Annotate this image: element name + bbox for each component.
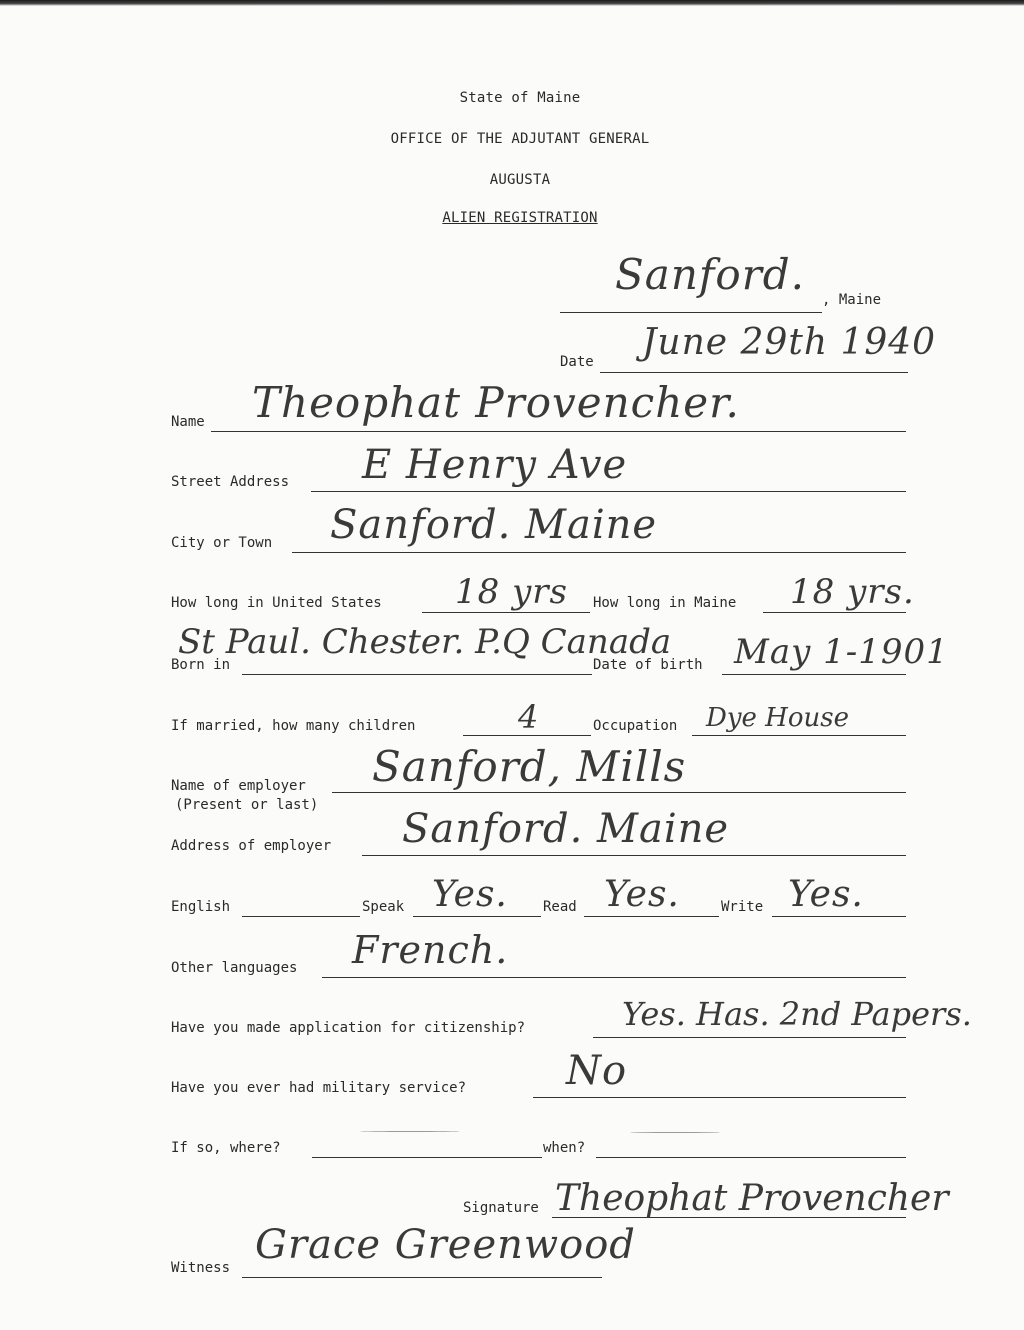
speak-entry: Yes. (432, 874, 508, 915)
witness-label: Witness (171, 1260, 231, 1276)
town-entry: Sanford. (615, 250, 806, 299)
how-long-us-line (422, 612, 590, 613)
city-heading: AUGUSTA (489, 172, 551, 188)
employer-entry: Sanford, Mills (372, 742, 687, 791)
military-label: Have you ever had military service? (171, 1080, 467, 1096)
read-label: Read (543, 899, 577, 915)
citizenship-label: Have you made application for citizenship? (171, 1020, 526, 1036)
occupation-entry: Dye House (706, 703, 849, 733)
write-label: Write (721, 899, 764, 915)
employer-address-entry: Sanford. Maine (402, 806, 730, 852)
other-languages-entry: French. (352, 928, 509, 972)
when-dash-mark (630, 1132, 720, 1133)
read-entry: Yes. (604, 874, 680, 915)
how-long-maine-line (763, 612, 906, 613)
name-entry: Theophat Provencher. (252, 378, 740, 427)
english-line (242, 916, 360, 917)
citizenship-line (593, 1037, 906, 1038)
employer-label: Name of employer (171, 778, 306, 794)
if-so-where-label: If so, where? (171, 1140, 281, 1156)
employer-sublabel: (Present or last) (175, 797, 319, 813)
date-label: Date (560, 354, 594, 370)
write-line (772, 916, 906, 917)
military-entry: No (566, 1048, 628, 1094)
employer-address-line (362, 855, 906, 856)
children-entry: 4 (518, 698, 540, 736)
how-long-us-label: How long in United States (171, 595, 382, 611)
employer-line (332, 792, 906, 793)
how-long-us-entry: 18 yrs (455, 572, 568, 612)
office-heading: OFFICE OF THE ADJUTANT GENERAL (390, 131, 650, 147)
date-of-birth-label: Date of birth (593, 657, 703, 673)
write-entry: Yes. (788, 874, 864, 915)
name-line (211, 431, 906, 432)
where-dash-mark (360, 1131, 460, 1132)
when-label: when? (543, 1140, 586, 1156)
maine-label: , Maine (822, 292, 882, 308)
town-line (560, 312, 822, 313)
city-town-label: City or Town (171, 535, 273, 551)
english-label: English (171, 899, 231, 915)
state-heading: State of Maine (459, 90, 581, 106)
form-title: ALIEN REGISTRATION (442, 210, 598, 226)
street-entry: E Henry Ave (362, 442, 628, 488)
how-long-maine-label: How long in Maine (593, 595, 737, 611)
scan-top-edge (0, 0, 1024, 6)
date-of-birth-line (722, 674, 906, 675)
date-entry: June 29th 1940 (642, 322, 937, 363)
street-line (311, 491, 906, 492)
city-town-line (292, 552, 906, 553)
born-in-line (242, 674, 592, 675)
street-label: Street Address (171, 474, 290, 490)
signature-entry: Theophat Provencher (555, 1178, 949, 1219)
city-town-entry: Sanford. Maine (330, 502, 658, 548)
speak-line (413, 916, 541, 917)
date-of-birth-entry: May 1-1901 (734, 632, 949, 672)
occupation-label: Occupation (593, 718, 678, 734)
other-languages-label: Other languages (171, 960, 298, 976)
how-long-maine-entry: 18 yrs. (790, 572, 915, 612)
other-languages-line (322, 977, 906, 978)
read-line (584, 916, 719, 917)
citizenship-entry: Yes. Has. 2nd Papers. (622, 995, 972, 1033)
name-label: Name (171, 414, 205, 430)
witness-entry: Grace Greenwood (255, 1222, 636, 1268)
witness-line (242, 1277, 602, 1278)
date-line (600, 372, 908, 373)
when-line (596, 1157, 906, 1158)
military-line (533, 1097, 906, 1098)
born-in-label: Born in (171, 657, 231, 673)
born-in-entry: St Paul. Chester. P.Q Canada (178, 622, 672, 662)
married-label: If married, how many children (171, 718, 416, 734)
speak-label: Speak (362, 899, 405, 915)
employer-address-label: Address of employer (171, 838, 332, 854)
where-line (312, 1157, 542, 1158)
occupation-line (692, 735, 906, 736)
signature-label: Signature (463, 1200, 539, 1216)
